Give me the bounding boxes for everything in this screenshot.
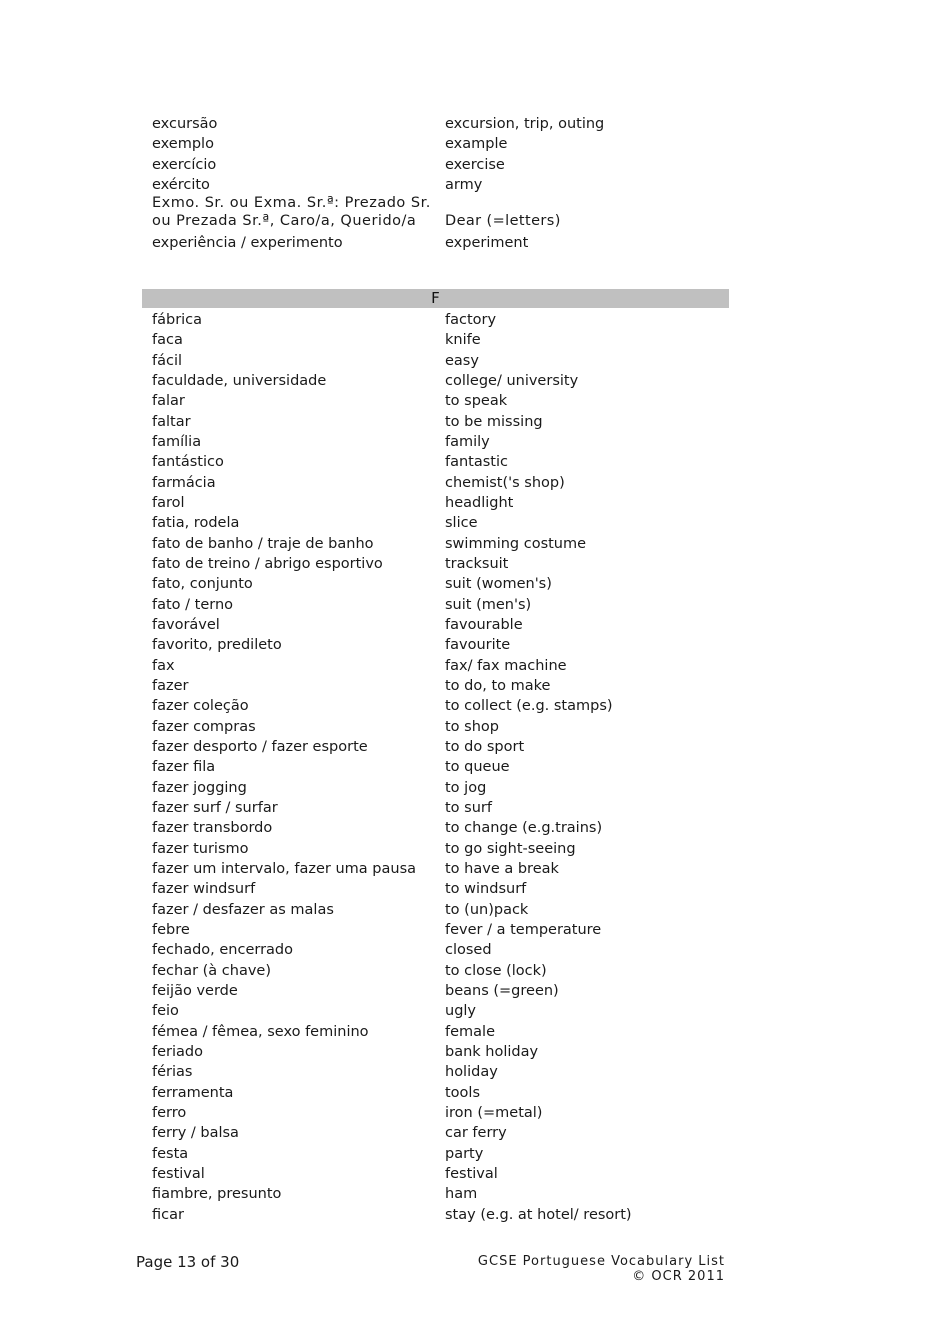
english-term: closed [445, 942, 492, 958]
english-term: favourite [445, 637, 511, 653]
portuguese-term: farol [152, 495, 185, 511]
portuguese-term: fazer turismo [152, 841, 249, 857]
portuguese-term: falar [152, 393, 185, 409]
vocab-row [152, 473, 732, 493]
english-term: bank holiday [445, 1044, 539, 1060]
vocab-row [152, 859, 732, 879]
portuguese-term: fazer surf / surfar [152, 800, 278, 816]
vocab-row [152, 839, 732, 859]
english-term: to windsurf [445, 881, 527, 897]
english-term: factory [445, 312, 497, 328]
portuguese-term: feriado [152, 1044, 203, 1060]
english-term: to have a break [445, 861, 559, 877]
portuguese-term: farmácia [152, 475, 216, 491]
portuguese-term: fazer fila [152, 759, 216, 775]
vocab-row [152, 1205, 732, 1225]
vocab-row [152, 412, 732, 432]
english-term: headlight [445, 495, 514, 511]
portuguese-term: fazer compras [152, 719, 256, 735]
portuguese-term: experiência / experimento [152, 235, 343, 251]
portuguese-term: fazer transbordo [152, 820, 273, 836]
english-term: to collect (e.g. stamps) [445, 698, 613, 714]
portuguese-term-line: Exmo. Sr. ou Exma. Sr.ª: Prezado Sr. [152, 195, 431, 211]
footer-document-info [478, 1254, 725, 1284]
vocab-row [152, 1184, 732, 1204]
english-term: ham [445, 1186, 478, 1202]
portuguese-term: fax [152, 658, 175, 674]
english-term: excursion, trip, outing [445, 116, 605, 132]
portuguese-term: exercício [152, 157, 217, 173]
portuguese-term: fato, conjunto [152, 576, 253, 592]
portuguese-term: fato de banho / traje de banho [152, 536, 374, 552]
english-term: swimming costume [445, 536, 587, 552]
vocab-row [152, 513, 732, 533]
portuguese-term: favorito, predileto [152, 637, 282, 653]
portuguese-term: fantástico [152, 454, 224, 470]
portuguese-term: faca [152, 332, 183, 348]
vocab-row [152, 175, 732, 195]
portuguese-term: fazer / desfazer as malas [152, 902, 334, 918]
portuguese-term: fazer desporto / fazer esporte [152, 739, 368, 755]
portuguese-term: fechar (à chave) [152, 963, 272, 979]
portuguese-term: faculdade, universidade [152, 373, 327, 389]
vocab-row [152, 1083, 732, 1103]
vocab-row [152, 757, 732, 777]
vocab-row [152, 114, 732, 134]
vocab-row [152, 615, 732, 635]
english-term: to close (lock) [445, 963, 547, 979]
vocab-row [152, 900, 732, 920]
portuguese-term: família [152, 434, 202, 450]
portuguese-term: férias [152, 1064, 193, 1080]
portuguese-term: fato de treino / abrigo esportivo [152, 556, 383, 572]
english-term: to do, to make [445, 678, 551, 694]
vocab-row [152, 391, 732, 411]
english-term: tools [445, 1085, 481, 1101]
english-term: fax/ fax machine [445, 658, 567, 674]
portuguese-term: fato / terno [152, 597, 234, 613]
vocab-row [152, 1103, 732, 1123]
vocab-row [152, 981, 732, 1001]
vocab-row [152, 452, 732, 472]
vocab-row [152, 233, 732, 253]
portuguese-term: fábrica [152, 312, 203, 328]
vocab-row [152, 1062, 732, 1082]
vocab-row [152, 1001, 732, 1021]
vocab-row [152, 595, 732, 615]
vocab-row [152, 1042, 732, 1062]
portuguese-term: fémea / fêmea, sexo feminino [152, 1024, 369, 1040]
english-term: Dear (=letters) [445, 213, 561, 229]
portuguese-term: feio [152, 1003, 179, 1019]
english-term: college/ university [445, 373, 579, 389]
english-term: fever / a temperature [445, 922, 602, 938]
portuguese-term-line: ou Prezada Sr.ª, Caro/a, Querido/a [152, 213, 417, 229]
vocab-row [152, 134, 732, 154]
english-term: to surf [445, 800, 492, 816]
vocab-row [152, 737, 732, 757]
portuguese-term: fazer windsurf [152, 881, 256, 897]
portuguese-term: fazer um intervalo, fazer uma pausa [152, 861, 417, 877]
portuguese-term: ferry / balsa [152, 1125, 239, 1141]
english-term: party [445, 1146, 484, 1162]
english-term: to change (e.g.trains) [445, 820, 603, 836]
vocab-row [152, 1022, 732, 1042]
english-term: ugly [445, 1003, 477, 1019]
english-term: suit (men's) [445, 597, 532, 613]
portuguese-term: ferro [152, 1105, 187, 1121]
portuguese-term: fechado, encerrado [152, 942, 293, 958]
vocab-row [152, 696, 732, 716]
section-header-f: F [142, 289, 729, 308]
vocab-row [152, 961, 732, 981]
portuguese-term: fazer [152, 678, 189, 694]
english-term: easy [445, 353, 479, 369]
vocab-row-multiline [152, 194, 732, 234]
vocab-row [152, 1164, 732, 1184]
english-term: holiday [445, 1064, 498, 1080]
english-term: to be missing [445, 414, 543, 430]
english-term: to jog [445, 780, 487, 796]
vocab-row [152, 818, 732, 838]
portuguese-term: faltar [152, 414, 191, 430]
vocab-row [152, 493, 732, 513]
english-term: beans (=green) [445, 983, 559, 999]
vocab-row [152, 656, 732, 676]
portuguese-term: ferramenta [152, 1085, 234, 1101]
portuguese-term: festival [152, 1166, 205, 1182]
english-term: car ferry [445, 1125, 507, 1141]
vocab-row [152, 879, 732, 899]
page-number: Page 13 of 30 [136, 1253, 240, 1271]
english-term: iron (=metal) [445, 1105, 543, 1121]
vocab-row [152, 155, 732, 175]
english-term: favourable [445, 617, 523, 633]
portuguese-term: fiambre, presunto [152, 1186, 282, 1202]
english-term: to shop [445, 719, 499, 735]
vocab-row [152, 432, 732, 452]
vocab-row [152, 310, 732, 330]
vocab-row [152, 1144, 732, 1164]
portuguese-term: ficar [152, 1207, 184, 1223]
english-term: knife [445, 332, 481, 348]
copyright: © OCR 2011 [632, 1269, 725, 1284]
english-term: to do sport [445, 739, 525, 755]
portuguese-term: fazer jogging [152, 780, 247, 796]
english-term: experiment [445, 235, 529, 251]
vocab-row [152, 534, 732, 554]
vocab-row [152, 920, 732, 940]
portuguese-term: exemplo [152, 136, 214, 152]
vocab-row [152, 940, 732, 960]
english-term: suit (women's) [445, 576, 552, 592]
english-term: chemist('s shop) [445, 475, 565, 491]
vocab-row [152, 676, 732, 696]
vocab-row [152, 635, 732, 655]
vocab-row [152, 717, 732, 737]
portuguese-term: excursão [152, 116, 218, 132]
vocab-row [152, 371, 732, 391]
portuguese-term [152, 194, 431, 230]
english-term: to queue [445, 759, 510, 775]
english-term: tracksuit [445, 556, 509, 572]
portuguese-term: febre [152, 922, 190, 938]
english-term: to (un)pack [445, 902, 529, 918]
vocab-row [152, 330, 732, 350]
english-term: festival [445, 1166, 498, 1182]
document-title: GCSE Portuguese Vocabulary List [477, 1254, 725, 1269]
portuguese-term: favorável [152, 617, 220, 633]
vocab-row [152, 554, 732, 574]
portuguese-term: fácil [152, 353, 183, 369]
vocab-row [152, 798, 732, 818]
vocab-row [152, 778, 732, 798]
portuguese-term: feijão verde [152, 983, 238, 999]
vocab-row [152, 1123, 732, 1143]
english-term: to go sight-seeing [445, 841, 576, 857]
english-term: to speak [445, 393, 508, 409]
english-term: army [445, 177, 483, 193]
english-term: example [445, 136, 508, 152]
portuguese-term: festa [152, 1146, 189, 1162]
portuguese-term: fazer coleção [152, 698, 249, 714]
english-term: stay (e.g. at hotel/ resort) [445, 1207, 632, 1223]
english-term: female [445, 1024, 495, 1040]
vocab-row [152, 574, 732, 594]
english-term: slice [445, 515, 478, 531]
english-term: family [445, 434, 490, 450]
english-term: fantastic [445, 454, 508, 470]
portuguese-term: fatia, rodela [152, 515, 240, 531]
english-term: exercise [445, 157, 505, 173]
vocab-row [152, 351, 732, 371]
portuguese-term: exército [152, 177, 210, 193]
